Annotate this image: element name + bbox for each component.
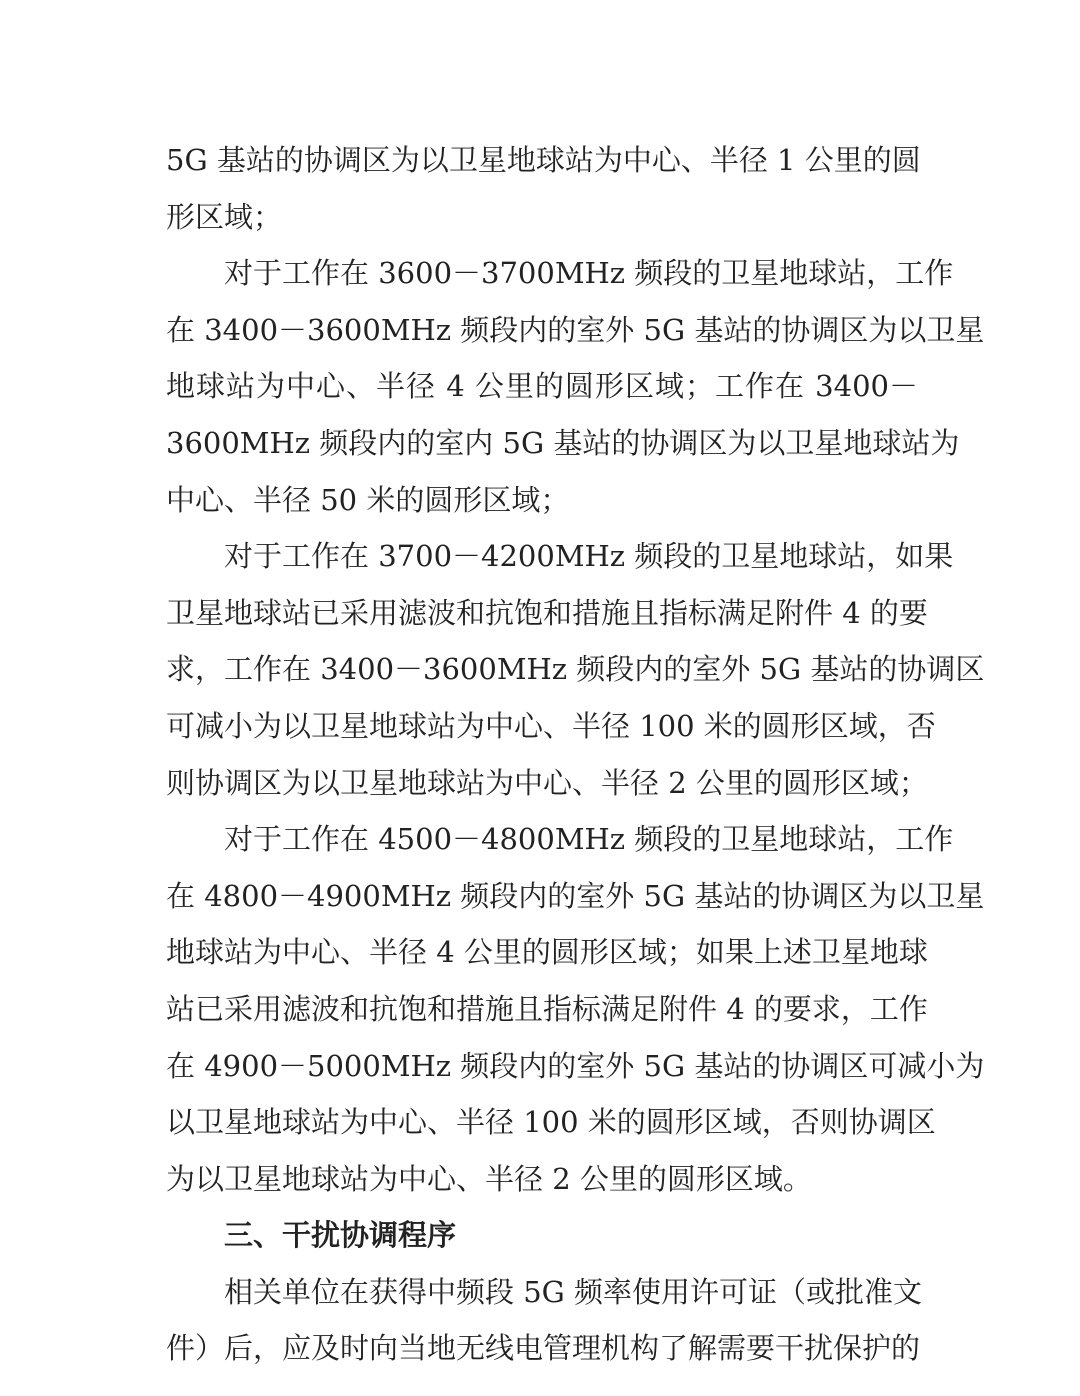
text-line-8: 对于工作在 3700－4200MHz 频段的卫星地球站，如果 [224,539,954,574]
text-line-3: 对于工作在 3600－3700MHz 频段的卫星地球站，工作 [224,256,954,291]
text-line-22: 件）后，应及时向当地无线电管理机构了解需要干扰保护的 [166,1331,921,1366]
text-line-13: 对于工作在 4500－4800MHz 频段的卫星地球站，工作 [224,822,954,857]
text-line-18: 以卫星地球站为中心、半径 100 米的圆形区域，否则协调区 [166,1105,936,1140]
text-line-4: 在 3400－3600MHz 频段内的室外 5G 基站的协调区为以卫星 [166,312,985,347]
text-line-5: 地球站为中心、半径 4 公里的圆形区域；工作在 3400－ [166,369,918,404]
text-line-15: 地球站为中心、半径 4 公里的圆形区域；如果上述卫星地球 [166,935,928,970]
section-heading: 三、干扰协调程序 [224,1218,457,1253]
text-line-9: 卫星地球站已采用滤波和抗饱和措施且指标满足附件 4 的要 [166,595,928,630]
text-line-19: 为以卫星地球站为中心、半径 2 公里的圆形区域。 [166,1161,812,1196]
text-line-12: 则协调区为以卫星地球站为中心、半径 2 公里的圆形区域； [166,765,928,800]
text-line-10: 求，工作在 3400－3600MHz 频段内的室外 5G 基站的协调区 [166,652,985,687]
text-line-14: 在 4800－4900MHz 频段内的室外 5G 基站的协调区为以卫星 [166,878,985,913]
text-line-6: 3600MHz 频段内的室内 5G 基站的协调区为以卫星地球站为 [166,425,960,460]
document-body [166,132,985,1377]
text-line-16: 站已采用滤波和抗饱和措施且指标满足附件 4 的要求，工作 [166,991,928,1026]
text-line-21: 相关单位在获得中频段 5G 频率使用许可证（或批准文 [224,1274,923,1309]
text-line-2: 形区域； [166,199,283,234]
text-line-11: 可减小为以卫星地球站为中心、半径 100 米的圆形区域，否 [166,708,936,743]
text-line-1: 5G 基站的协调区为以卫星地球站为中心、半径 1 公里的圆 [166,143,921,177]
text-line-17: 在 4900－5000MHz 频段内的室外 5G 基站的协调区可减小为 [166,1048,985,1083]
text-line-7: 中心、半径 50 米的圆形区域； [166,482,570,517]
